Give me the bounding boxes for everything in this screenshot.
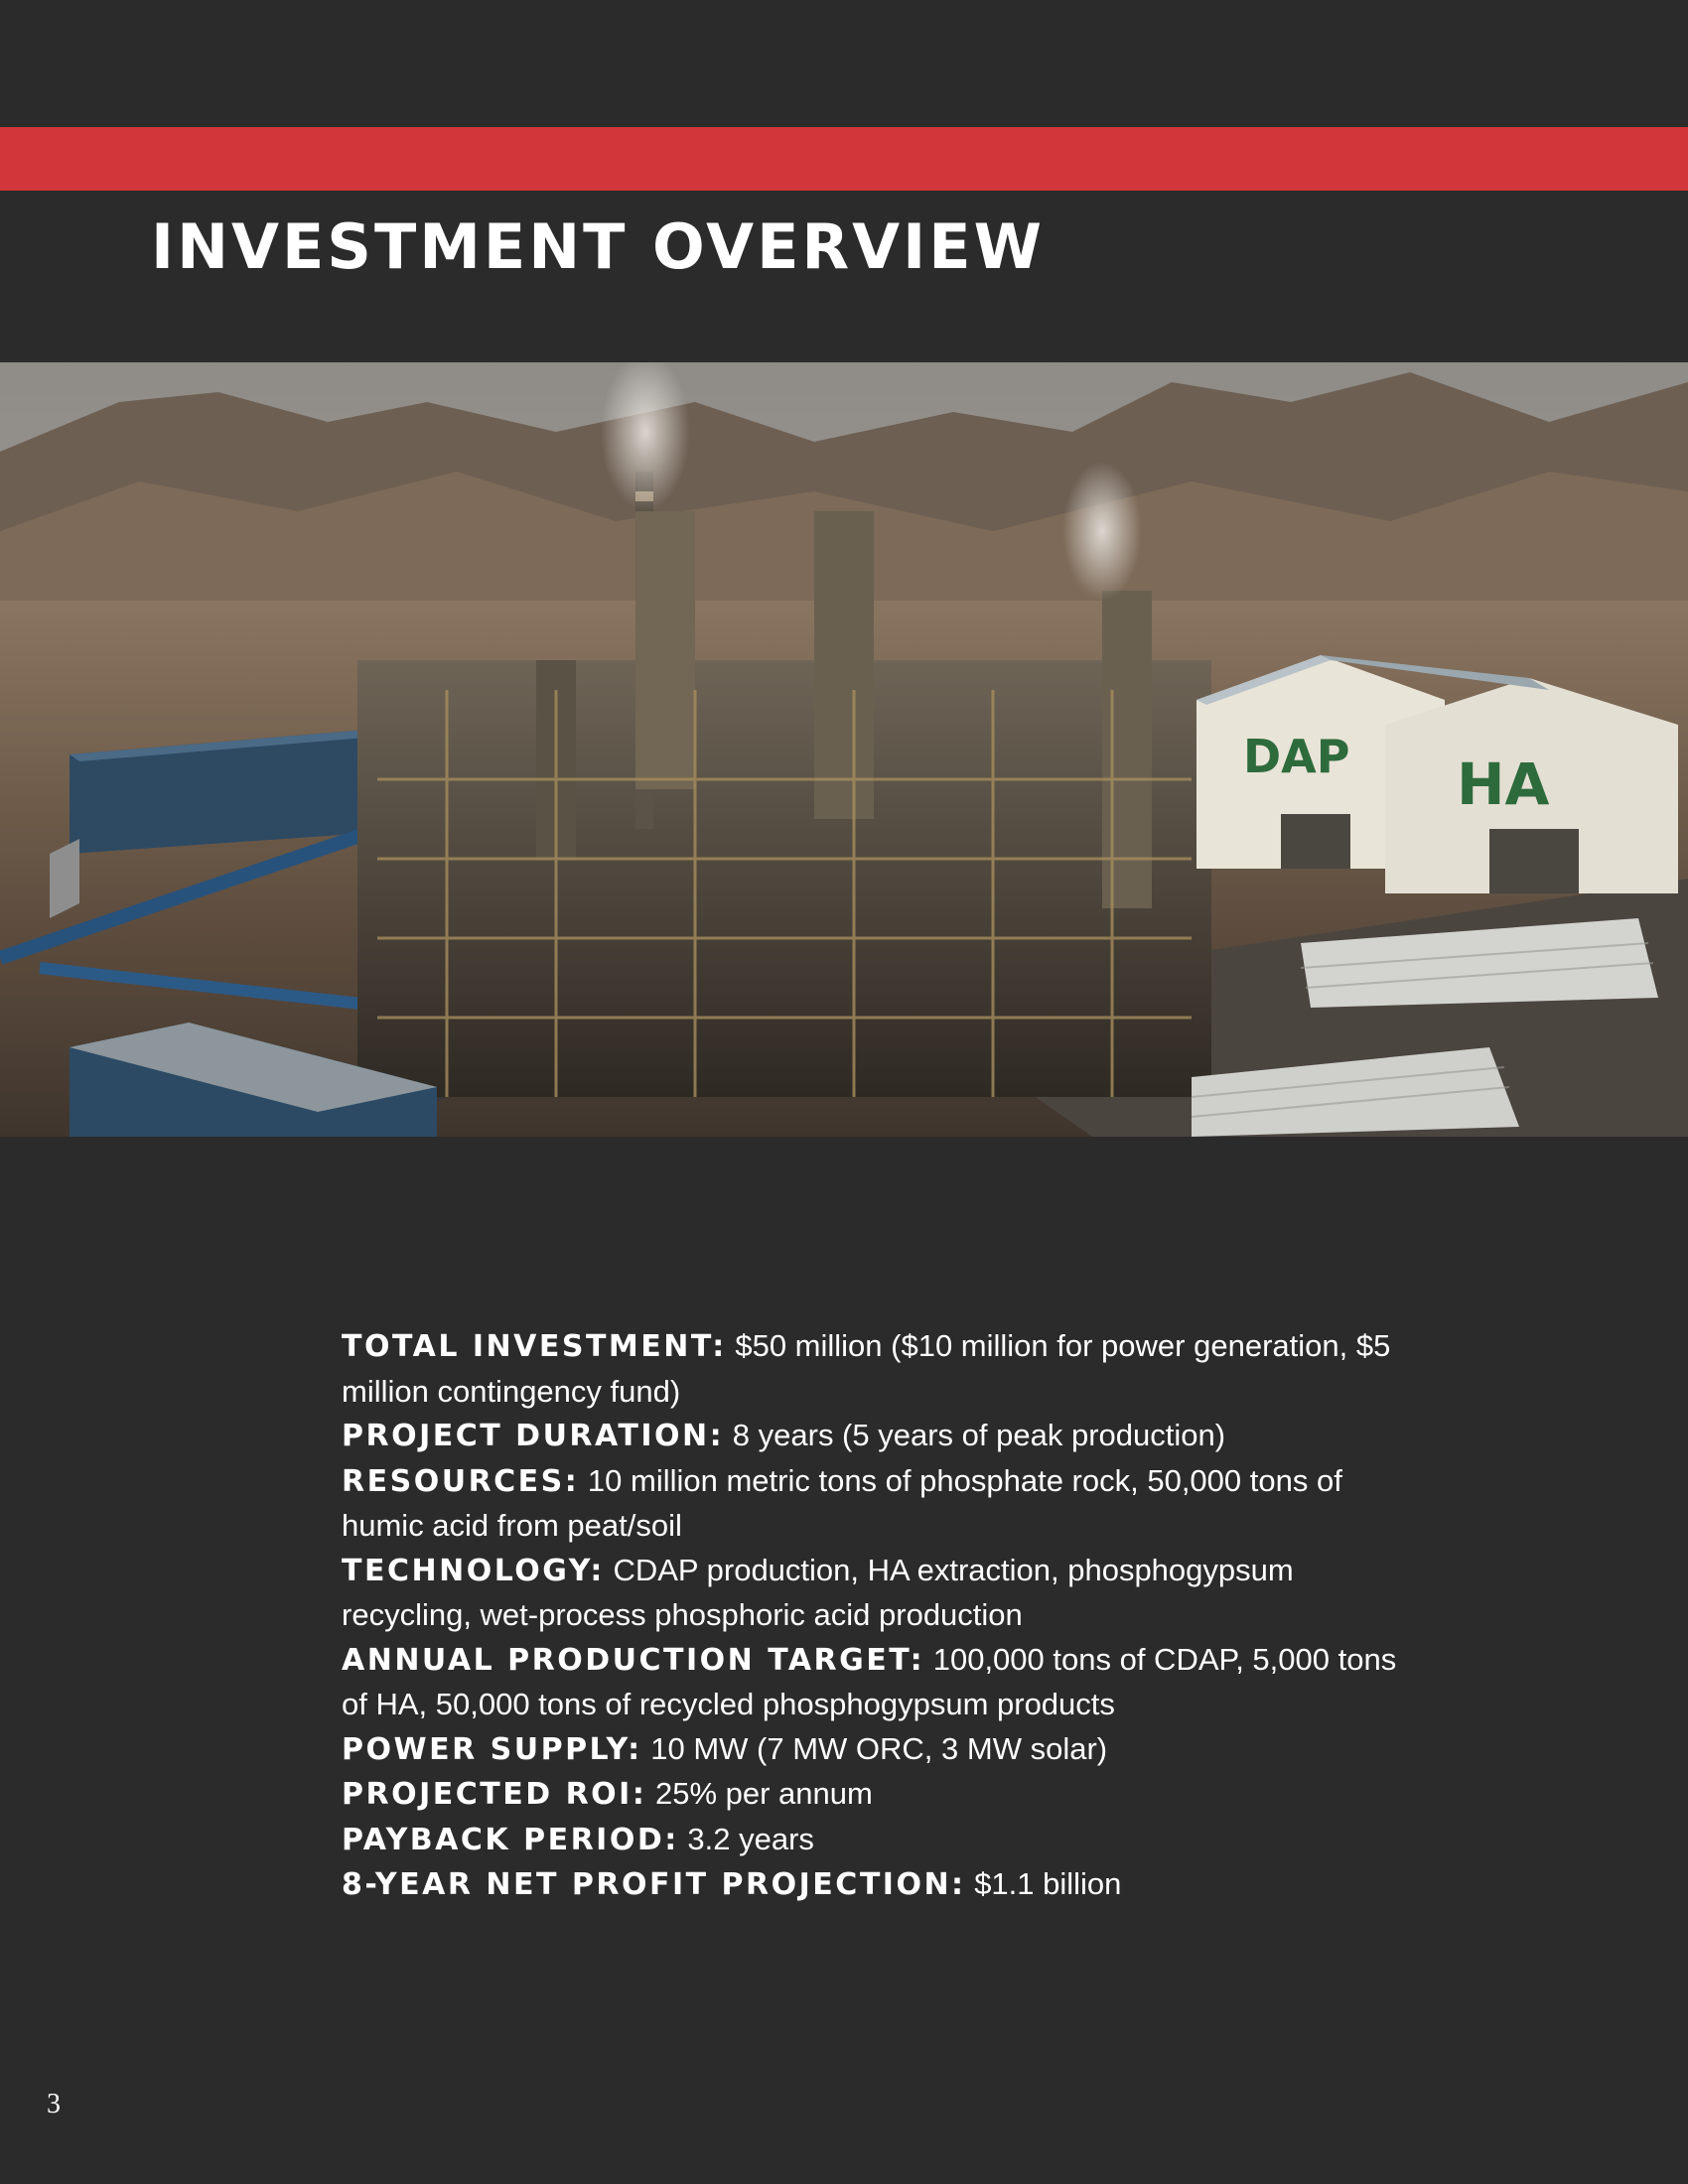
detail-net-profit-projection: 8-YEAR NET PROFIT PROJECTION: $1.1 billion [342,1866,1122,1902]
industrial-plant-photo [0,362,1688,1137]
detail-technology: TECHNOLOGY: CDAP production, HA extraction, phosphogypsum recycling, wet-process phosphoric acid production [342,1552,1294,1632]
detail-power-supply: POWER SUPPLY: 10 MW (7 MW ORC, 3 MW solar) [342,1730,1108,1767]
page-title: INVESTMENT OVERVIEW [151,210,1045,283]
detail-payback-period: PAYBACK PERIOD: 3.2 years [342,1821,814,1857]
detail-annual-production-target: ANNUAL PRODUCTION TARGET: 100,000 tons of CDAP, 5,000 tons of HA, 50,000 tons of recycled phosphogypsum products [342,1641,1397,1721]
detail-total-investment: TOTAL INVESTMENT: $50 million ($10 million for power generation, $5 million contingency fund) [342,1328,1391,1409]
detail-projected-roi: PROJECTED ROI: 25% per annum [342,1776,873,1812]
warehouse-label-dap: DAP [1243,730,1350,783]
warehouse-label-ha: HA [1457,751,1550,818]
page-number: 3 [47,2089,61,2119]
investment-details [342,1324,1414,1908]
detail-project-duration: PROJECT DURATION: 8 years (5 years of peak production) [342,1418,1226,1453]
header-accent-band [0,127,1688,191]
detail-resources: RESOURCES: 10 million metric tons of phosphate rock, 50,000 tons of humic acid from peat/soil [342,1462,1342,1543]
